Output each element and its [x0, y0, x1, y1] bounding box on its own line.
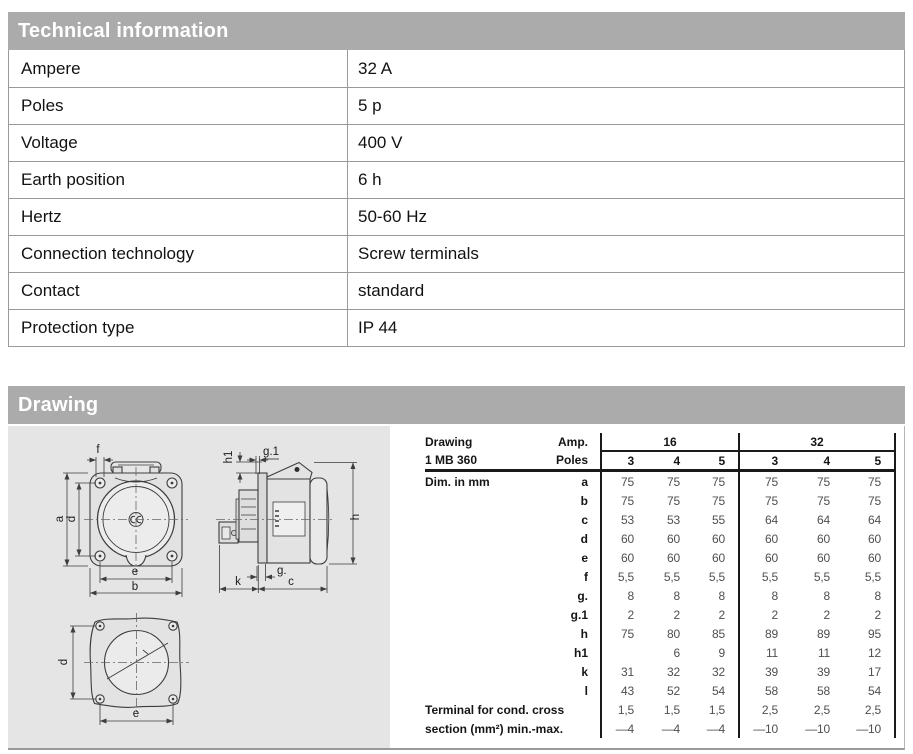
- amp-group-16: 16: [601, 433, 739, 451]
- dim-value: 11: [765, 645, 778, 660]
- dimension-label-c: c: [288, 576, 294, 588]
- dimension-label-e2: e: [132, 708, 140, 720]
- dim-value: 60: [765, 550, 778, 565]
- technical-info-title: Technical information: [18, 20, 229, 42]
- spec-value: 32 A: [358, 58, 393, 78]
- dim-value: 2: [843, 605, 895, 624]
- dimension-label-b: b: [131, 581, 139, 593]
- dim-value: 75: [693, 471, 739, 492]
- dim-value: [601, 643, 647, 662]
- table-row: [425, 662, 895, 681]
- table-row: [9, 272, 904, 309]
- dim-value: 32: [667, 664, 680, 679]
- pole-col: 5: [693, 451, 739, 471]
- table-row: [425, 451, 895, 471]
- table-row: [425, 624, 895, 643]
- terminal-label-line1: Terminal for cond. cross: [425, 700, 601, 719]
- dim-value: 5,5: [761, 569, 778, 584]
- dim-value: 2: [627, 607, 634, 622]
- dim-value: 8: [627, 588, 634, 603]
- table-row: [9, 87, 904, 124]
- dim-value: 75: [621, 493, 634, 508]
- dimension-label-k: k: [235, 576, 241, 588]
- dimension-label-g1: g.1: [263, 446, 279, 458]
- dim-value: 60: [843, 548, 895, 567]
- dim-value: 64: [817, 512, 830, 527]
- dim-value: 8: [843, 586, 895, 605]
- dim-value: 2: [823, 607, 830, 622]
- dim-value: 5,5: [663, 569, 680, 584]
- table-row: [9, 309, 904, 346]
- table-row: [425, 605, 895, 624]
- dim-value: 75: [621, 474, 634, 489]
- terminal-value: 1,5: [693, 700, 739, 719]
- dim-value: 2: [693, 605, 739, 624]
- dim-value: 54: [693, 681, 739, 700]
- terminal-label-line2: section (mm²) min.-max.: [425, 719, 601, 738]
- table-row: [9, 161, 904, 198]
- drawing-ref-line2: 1 MB 360: [425, 451, 543, 471]
- dim-value: 12: [843, 643, 895, 662]
- terminal-value: —4: [693, 719, 739, 738]
- poles-header: Poles: [543, 451, 601, 471]
- spec-value: IP 44: [358, 318, 398, 337]
- dim-value: 32: [693, 662, 739, 681]
- dim-value: 2: [771, 607, 778, 622]
- dim-value: 5,5: [843, 567, 895, 586]
- dimension-label-d: d: [66, 515, 78, 523]
- dim-value: 58: [765, 683, 778, 698]
- dim-value: 75: [817, 474, 830, 489]
- dim-value: 58: [817, 683, 830, 698]
- dim-value: 8: [771, 588, 778, 603]
- spec-value: 50-60 Hz: [358, 207, 427, 226]
- technical-info-table: [8, 50, 905, 347]
- dim-value: 80: [667, 626, 680, 641]
- table-row: [425, 586, 895, 605]
- dim-value: 89: [765, 626, 778, 641]
- dim-value: 5,5: [617, 569, 634, 584]
- terminal-value: —10: [753, 721, 778, 736]
- spec-value: standard: [358, 281, 425, 300]
- dim-value: 75: [667, 493, 680, 508]
- terminal-value: —4: [615, 721, 634, 736]
- table-row: [9, 50, 904, 87]
- dim-value: 52: [667, 683, 680, 698]
- table-row: [425, 548, 895, 567]
- drawing-title: Drawing: [18, 394, 99, 416]
- dim-letter: e: [543, 548, 601, 567]
- table-row: [9, 235, 904, 272]
- spec-label: Hertz: [9, 199, 348, 235]
- dim-value: 60: [765, 531, 778, 546]
- dim-value: 75: [621, 626, 634, 641]
- spec-value: Screw terminals: [358, 244, 479, 263]
- table-row: [425, 719, 895, 738]
- dimension-label-a: a: [54, 515, 66, 523]
- dim-value: 64: [765, 512, 778, 527]
- dim-value: 54: [843, 681, 895, 700]
- table-row: [425, 471, 895, 492]
- dim-value: 60: [667, 550, 680, 565]
- terminal-value: —4: [661, 721, 680, 736]
- dim-value: 60: [693, 548, 739, 567]
- dim-value: 43: [621, 683, 634, 698]
- dim-letter: h1: [543, 643, 601, 662]
- dim-value: 64: [843, 510, 895, 529]
- dim-value: 60: [667, 531, 680, 546]
- spec-label: Connection technology: [9, 236, 348, 272]
- pole-col: 3: [739, 451, 791, 471]
- terminal-value: 2,5: [813, 702, 830, 717]
- table-row: [425, 529, 895, 548]
- dim-value: 8: [693, 586, 739, 605]
- dim-value: 95: [843, 624, 895, 643]
- dim-letter: d: [543, 529, 601, 548]
- dim-value: 75: [765, 474, 778, 489]
- dim-letter: l: [543, 681, 601, 700]
- terminal-value: 1,5: [663, 702, 680, 717]
- dim-value: 2: [673, 607, 680, 622]
- drawing-area: [8, 426, 390, 748]
- spec-label: Ampere: [9, 50, 348, 87]
- amp-group-32: 32: [739, 433, 895, 451]
- dim-value: 60: [817, 531, 830, 546]
- dim-value: 8: [673, 588, 680, 603]
- table-row: [9, 124, 904, 161]
- spec-label: Protection type: [9, 310, 348, 346]
- dim-letter: c: [543, 510, 601, 529]
- dim-value: 39: [817, 664, 830, 679]
- terminal-value: —10: [843, 719, 895, 738]
- amp-header: Amp.: [543, 433, 601, 451]
- table-row: [425, 681, 895, 700]
- dim-value: 55: [693, 510, 739, 529]
- table-row: [425, 700, 895, 719]
- dim-value: 31: [621, 664, 634, 679]
- dim-value: 75: [843, 471, 895, 492]
- technical-drawing: [8, 426, 390, 748]
- dim-value: 75: [843, 491, 895, 510]
- dim-value: 5,5: [813, 569, 830, 584]
- drawing-header: [8, 386, 905, 424]
- dimensions-area: [390, 426, 904, 748]
- dim-value: 75: [817, 493, 830, 508]
- pole-col: 5: [843, 451, 895, 471]
- table-row: [425, 643, 895, 662]
- dim-letter: b: [543, 491, 601, 510]
- dim-value: 60: [621, 531, 634, 546]
- dimension-label-h1: h1: [223, 450, 235, 464]
- dimension-label-h: h: [350, 513, 362, 521]
- pole-col: 3: [601, 451, 647, 471]
- dim-value: 53: [621, 512, 634, 527]
- table-row: [425, 567, 895, 586]
- technical-info-header: [8, 12, 905, 50]
- dim-value: 75: [693, 491, 739, 510]
- dim-letter: k: [543, 662, 601, 681]
- table-row: [425, 491, 895, 510]
- drawing-panel: [8, 426, 905, 750]
- dim-letter: g.: [543, 586, 601, 605]
- terminal-value: 2,5: [843, 700, 895, 719]
- dim-letter: h: [543, 624, 601, 643]
- dim-value: 60: [621, 550, 634, 565]
- dim-letter: f: [543, 567, 601, 586]
- dim-value: 9: [693, 643, 739, 662]
- terminal-value: 1,5: [617, 702, 634, 717]
- dim-value: 60: [693, 529, 739, 548]
- spec-label: Contact: [9, 273, 348, 309]
- drawing-ref-line1: Drawing: [425, 435, 473, 449]
- dim-value: 11: [817, 645, 830, 660]
- dim-value: 6: [673, 645, 680, 660]
- dimension-label-d2: d: [58, 658, 70, 666]
- terminal-value: —10: [805, 721, 830, 736]
- dim-value: 8: [823, 588, 830, 603]
- table-row: [9, 198, 904, 235]
- dim-letter: a: [543, 471, 601, 492]
- table-row: [425, 433, 895, 451]
- dim-value: 53: [667, 512, 680, 527]
- dim-value: 75: [667, 474, 680, 489]
- pole-col: 4: [647, 451, 693, 471]
- dimension-label-f: f: [96, 444, 100, 456]
- table-row: [425, 510, 895, 529]
- dim-unit-label: Dim. in mm: [425, 474, 490, 489]
- spec-label: Poles: [9, 88, 348, 124]
- spec-value: 6 h: [358, 170, 382, 189]
- dim-value: 89: [817, 626, 830, 641]
- terminal-value: 2,5: [761, 702, 778, 717]
- dim-letter: g.1: [543, 605, 601, 624]
- dim-value: 60: [817, 550, 830, 565]
- dim-value: 85: [693, 624, 739, 643]
- dimension-label-g: g.: [277, 565, 287, 577]
- pole-col: 4: [791, 451, 843, 471]
- dim-value: 75: [765, 493, 778, 508]
- dim-value: 17: [843, 662, 895, 681]
- spec-label: Voltage: [9, 125, 348, 161]
- dimensions-table: [425, 433, 896, 738]
- spec-label: Earth position: [9, 162, 348, 198]
- spec-value: 5 p: [358, 96, 382, 115]
- dim-value: 60: [843, 529, 895, 548]
- dimension-label-e: e: [131, 566, 139, 578]
- spec-value: 400 V: [358, 133, 403, 152]
- dim-value: 5,5: [693, 567, 739, 586]
- dim-value: 39: [765, 664, 778, 679]
